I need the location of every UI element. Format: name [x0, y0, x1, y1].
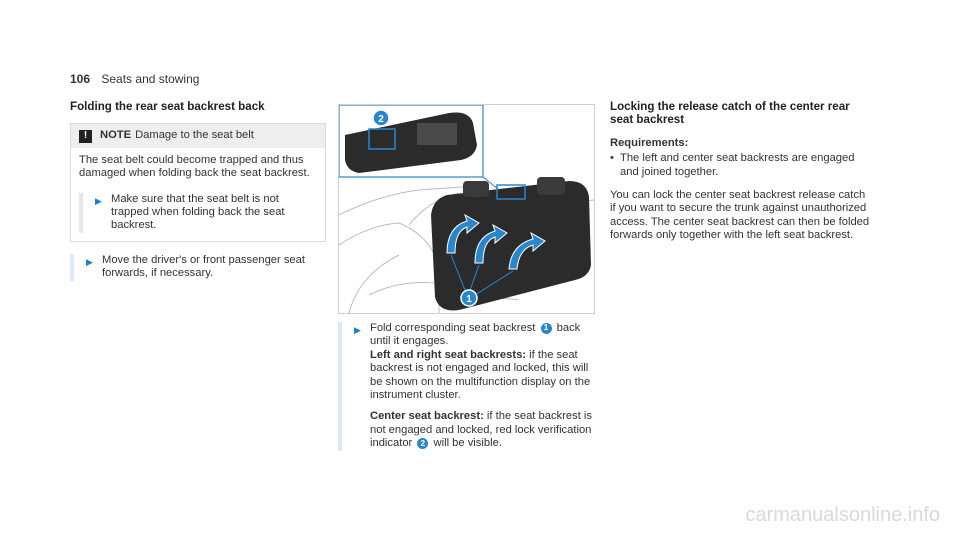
column-middle: [338, 322, 596, 451]
column-right: [610, 100, 872, 243]
requirement-item: [610, 152, 872, 179]
center-tail: will be visible.: [433, 437, 502, 450]
headrest-left: [463, 181, 489, 197]
seat-illustration: [338, 104, 595, 314]
requirement-text: The left and center seat backrests are engaged and joined together.: [620, 152, 855, 178]
inset-release-catch: [417, 123, 457, 145]
center-text: if the seat backrest is not engaged and locked, red lock verification indicator: [370, 410, 592, 450]
watermark: carmanualsonline.info: [745, 504, 940, 526]
requirements-title: Requirements:: [610, 136, 689, 149]
play-arrow-icon: ▶: [86, 256, 93, 267]
note-box: [70, 123, 326, 241]
note-step: [79, 193, 317, 233]
play-arrow-icon: ▶: [95, 195, 102, 206]
description-paragraph: You can lock the center seat backrest release catch if you want to secure the trunk against unauthorized access. The center seat backrest can then be folded forwards only together with the left seat backrest.: [610, 189, 870, 242]
fold-step: [338, 322, 596, 451]
fold-step-tail: back until it engages.: [370, 322, 581, 348]
lr-title: Left and right seat backrests:: [370, 348, 527, 361]
page-header: [70, 72, 199, 86]
headrest-right: [537, 177, 565, 195]
center-result: [370, 410, 596, 450]
play-arrow-icon: ▶: [354, 325, 361, 335]
note-text: The seat belt could become trapped and thus damaged when folding back the seat backrest.: [79, 153, 310, 180]
section-heading-2: Locking the release catch of the center rear seat backrest: [610, 100, 850, 127]
section-title: Seats and stowing: [101, 72, 200, 86]
callout-2-label: 2: [378, 114, 384, 125]
note-body: [71, 148, 325, 241]
fold-step-text: Fold corresponding seat backrest: [370, 322, 536, 334]
lr-result: [370, 349, 596, 403]
page-number: 106: [70, 72, 91, 86]
instruction-step-text: Move the driver's or front passenger seat forwards, if necessary.: [102, 253, 305, 280]
fold-step-body: [370, 322, 596, 451]
lr-text: if the seat backrest is not engaged and locked, this will be shown on the multifunction display on the instrument cluster.: [370, 348, 591, 402]
note-subtitle: Damage to the seat belt: [135, 129, 254, 142]
column-left: [70, 100, 326, 281]
note-header: [71, 124, 325, 147]
warning-icon: !: [79, 130, 92, 143]
center-title: Center seat backrest:: [370, 410, 484, 423]
callout-1-label: 1: [466, 294, 472, 305]
note-title: NOTE: [100, 129, 132, 142]
section-heading: Folding the rear seat backrest back: [70, 100, 265, 113]
note-step-text: Make sure that the seat belt is not trapped when folding back the seat backrest.: [111, 192, 285, 232]
seat-illustration-svg: [339, 105, 594, 313]
badge-1: 1: [541, 323, 552, 334]
bullet-icon: •: [610, 152, 614, 165]
callout-2: [373, 110, 389, 126]
instruction-step: [70, 254, 326, 281]
callout-1: [461, 290, 477, 306]
badge-2: 2: [417, 438, 428, 449]
